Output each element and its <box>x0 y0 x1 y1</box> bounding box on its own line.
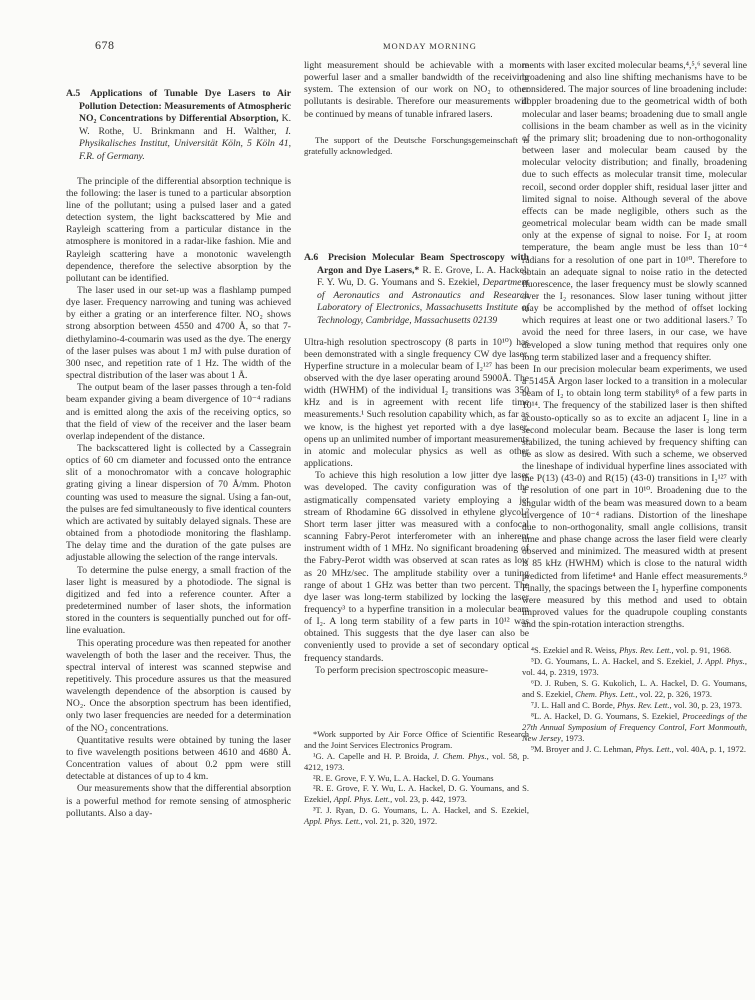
column-3 <box>522 60 747 754</box>
footnote: ⁵D. G. Youmans, L. A. Hackel, and S. Ezekiel, J. Appl. Phys., vol. 44, p. 2319, 1973. <box>522 656 747 678</box>
paragraph: To perform precision spectroscopic measure- <box>315 664 489 676</box>
footnotes-column-3 <box>522 645 747 754</box>
column-1 <box>66 88 291 820</box>
abstract-a6-affiliation: Department of Aeronautics and Astronautics and Research Laboratory of Electronics, Massachusetts Institute of Technology, Cambridge, Massachusetts 02139 <box>317 277 529 326</box>
paragraph: The laser used in our set-up was a flashlamp pumped dye laser. Frequency narrowing and tuning was achieved by either a grating or an interference filter. NO₂ shows strong absorption between 4550 and 4700 Å, so that 7-diethylamino-4-coumarin was used as the dye. The energy of the laser pulses was about 1 mJ with pulse duration of 300 nsec, and repetition rate of 1 Hz. The width of the spectral distribution of the laser was about 1 Å. <box>66 284 291 382</box>
footnote: ²R. E. Grove, F. Y. Wu, L. A. Hackel, D. G. Youmans, and S. Ezekiel, Appl. Phys. Lett., vol. 23, p. 442, 1973. <box>304 783 529 805</box>
paragraph: Ultra-high resolution spectroscopy (8 parts in 10¹⁰) has been demonstrated with a single frequency CW dye laser. Hyperfine structure in a molecular beam of I₂¹²⁷ has been observed with the dye laser operating around 5900Å. The width (HWHM) of the individual I₂ transitions was 350 kHz and is in agreement with recent life time measurements.¹ Such resolution capability which, as far as we know, is the highest yet reported with a dye laser, opens up an unlimited number of important measurements in atomic and molecular physics as well as other applications. <box>304 336 529 470</box>
abstract-a6-id: A.6 <box>304 251 319 263</box>
abstract-a6-authors: R. E. Grove, L. A. Hackel, F. Y. Wu, D. G. Youmans and S. Ezekiel, <box>317 264 529 289</box>
paragraph-continuation: ments with laser excited molecular beams,⁴,⁵,⁶ several line broadening and also line shifting mechanisms have to be considered. The major sources of line broadening include: doppler broadening due to the geometrical width of both molecular and laser beams; broadening due to small angle collisions in the beam chamber as well as in the vicinity of the primary slit; broadening due to non-orthogonality between laser and molecular beam caused by the molecular velocity distribution; and finally, broadening due to such effects as molecular transit time, molecular recoil, second order doppler shift, residual laser jitter and limited signal to noise. Although several of the above effects can be made negligible, others such as the geometrical molecular beam width can be made small only at the expense of signal to noise. For I₂ at room temperature, the beam angle must be less than 10⁻⁴ radians for a resolution of one part in 10¹⁰. Therefore to obtain an adequate signal to noise ratio in the detected fluorescence, the laser frequency must be slowly scanned over the I₂ resonances. Slow laser tuning without jitter may be accomplished by the method of offset locking which requires at least one or two additional lasers.⁷ To avoid the need for three lasers, in our case, we have developed a slow tuning method that requires only one long term stabilized laser and a frequency shifter. <box>522 60 747 363</box>
footnote: ⁶D. J. Ruben, S. G. Kukolich, L. A. Hackel, D. G. Youmans, and S. Ezekiel, Chem. Phys. Lett., vol. 22, p. 326, 1973. <box>522 678 747 699</box>
abstract-a5-authors: K. W. Rothe, U. Brinkmann and H. Walther, <box>79 113 291 137</box>
column-2 <box>304 60 529 827</box>
paragraph: The principle of the differential absorption technique is the following: the laser is tuned to a particular absorption line of the pollutant; using a pulsed laser and a gated detection system, the light backscattered by Mie and Rayleigh scattering from a particular distance in the atmosphere is monitored in a radar-like fashion. Mie and Rayleigh scattering have a monotonic wavelength dependence, therefore the selective absorption by the pollutant can be identified. <box>66 175 291 284</box>
footnote: ²R. E. Grove, F. Y. Wu, L. A. Hackel, D. G. Youmans <box>313 772 494 783</box>
paragraph: The backscattered light is collected by a Cassegrain optics of 60 cm diameter and focussed onto the entrance slit of a monochromator with a concave holographic grating giving a linear dispersion of 70 Å/mm. Photon counting was used to measure the signal. Using a fan-out, the pulses are fed simultaneously to five identical counters which are activated by suitably delayed signals. These are obtained from a photodiode monitoring the flashlamp. The delay time and the duration of the gate pulses are adjustable allowing the selection of the range intervals. <box>66 443 291 564</box>
abstract-a6-title: Precision Molecular Beam Spectroscopy with Argon and Dye Lasers,* <box>317 251 529 276</box>
paragraph: To determine the pulse energy, a small fraction of the laser light is measured by a photodiode. The signal is digitized and fed into a reference counter. After a predetermined number of laser shots, the information stored in the counters is sequentially punched out for off-line evaluation. <box>66 564 291 637</box>
abstract-a5-id: A.5 <box>66 88 81 99</box>
paragraph: This operating procedure was then repeated for another wavelength of both the laser and the receiver. Thus, the spectral interval of interest was scanned stepwise and repetitively. This procedure assures us that the measured wavelength dependence of the absorption is caused by NO₂. Once the absorption spectrum has been identified, only two laser frequencies are needed for a determination of the NO₂ concentrations. <box>66 637 291 734</box>
paragraph: In our precision molecular beam experiments, we used a 5145Å Argon laser locked to a transition in a molecular beam of I₂ to obtain long term stability⁸ of a few parts in 10¹⁴. The frequency of the stabilized laser is then shifted acousto-optically so as to excite an adjacent I₂ line in a second molecular beam. Because the laser is long term stabilized, the tuning achieved by frequency shifting can be as slow as desired. With such a scheme, we observed the lineshape of individual hyperfine lines associated with the P(13) (43-0) and R(15) (43-0) transitions in I₂¹²⁷ with a resolution of one part in 10¹⁰. Broadening due to the angular width of the beam was measured down to a beam divergence of 10⁻⁴ radians. Distortion of the lineshape due to non-orthogonality, small angle collisions, transit time and phase change across the laser field were clearly observed and minimized. The measured width at present is 85 kHz (HWHM) which is close to the natural width predicted from lifetime⁴ and Hanle effect measurements.⁹ Finally, the spacings between the I₂ hyperfine components were measured by this method and used to obtain improved values for the quadrupole coupling constants and the spin-rotation interaction strengths. <box>522 363 747 631</box>
paragraph: Quantitative results were obtained by tuning the laser to five wavelength positions between 4610 and 4680 Å. Concentration values of about 0.2 ppm were still detectable at distances of up to 4 km. <box>66 734 291 783</box>
footnote: ⁹M. Broyer and J. C. Lehman, Phys. Lett., vol. 40A, p. 1, 1972. <box>531 743 746 754</box>
page-number: 678 <box>95 38 115 52</box>
footnote: ⁴S. Ezekiel and R. Weiss, Phys. Rev. Lett., vol. p. 91, 1968. <box>531 645 732 656</box>
abstract-a5-heading <box>66 88 291 164</box>
paragraph: The output beam of the laser passes through a ten-fold beam expander giving a beam divergence of 10⁻⁴ radians and is emitted along the axis of the receiving optics, so that the field of view of the receiver and the laser beam overlap independent of the distance. <box>66 382 291 442</box>
abstract-a6-heading <box>304 252 529 328</box>
paragraph: To achieve this high resolution a low jitter dye laser was developed. The cavity configuration was of the astigmatically compensated variety employing a jet stream of Rhodamine 6G dissolved in ethylene glycol.² Short term laser jitter was measured with a confocal scanning Fabry-Perot interferometer with an inherent instrument width of 1 MHz. No significant broadening of the Fabry-Perot width was observed at scan rates as low as 20 MHz/sec. The amplitude stability over a tuning range of about 1 GHz was better than two percent. The dye laser was long-term stabilized by locking the laser frequency³ to a hyperfine transition in a molecular beam of I₂. A long term stability of a few parts in 10¹² was obtained. This suggests that the dye laser can also be conveniently used to provide a set of secondary optical frequency standards. <box>304 470 529 664</box>
footnotes-column-2 <box>304 729 529 827</box>
footnote: *Work supported by Air Force Office of Scientific Research and the Joint Services Electronics Program. <box>304 728 529 750</box>
footnote: ³T. J. Ryan, D. G. Youmans, L. A. Hackel, and S. Ezekiel, Appl. Phys. Lett., vol. 21, p. 320, 1972. <box>304 805 529 827</box>
running-head: MONDAY MORNING <box>383 41 477 51</box>
acknowledgment: The support of the Deutsche Forschungsgemeinschaft is gratefully acknowledged. <box>304 134 529 156</box>
paragraph-continuation: light measurement should be achievable with a more powerful laser and a smaller bandwidth of the receiving system. The extension of our work on NO₂ to other pollutants is desirable. Therefore our measurements will be continued by means of tunable infrared lasers. <box>304 60 529 120</box>
footnote: ¹G. A. Capelle and H. P. Broida, J. Chem. Phys., vol. 58, p. 4212, 1973. <box>304 750 529 772</box>
paragraph: Our measurements show that the differential absorption is a powerful method for remote sensing of atmospheric pollutants. Also a day- <box>66 783 291 819</box>
footnote: ⁸L. A. Hackel, D. G. Youmans, S. Ezekiel, Proceedings of the 27th Annual Symposium of Frequency Control, Fort Monmouth, New Jersey, 1973. <box>522 710 748 743</box>
footnote: ⁷J. L. Hall and C. Borde, Phys. Rev. Lett., vol. 30, p. 23, 1973. <box>531 699 743 710</box>
abstract-a5-affiliation: I. Physikalisches Institut, Universität Köln, 5 Köln 41, F.R. of Germany. <box>79 125 291 162</box>
abstract-a5-title: Applications of Tunable Dye Lasers to Air Pollution Detection: Measurements of Atmospheric NO₂ Concentrations by Differential Absorption, <box>79 88 291 125</box>
